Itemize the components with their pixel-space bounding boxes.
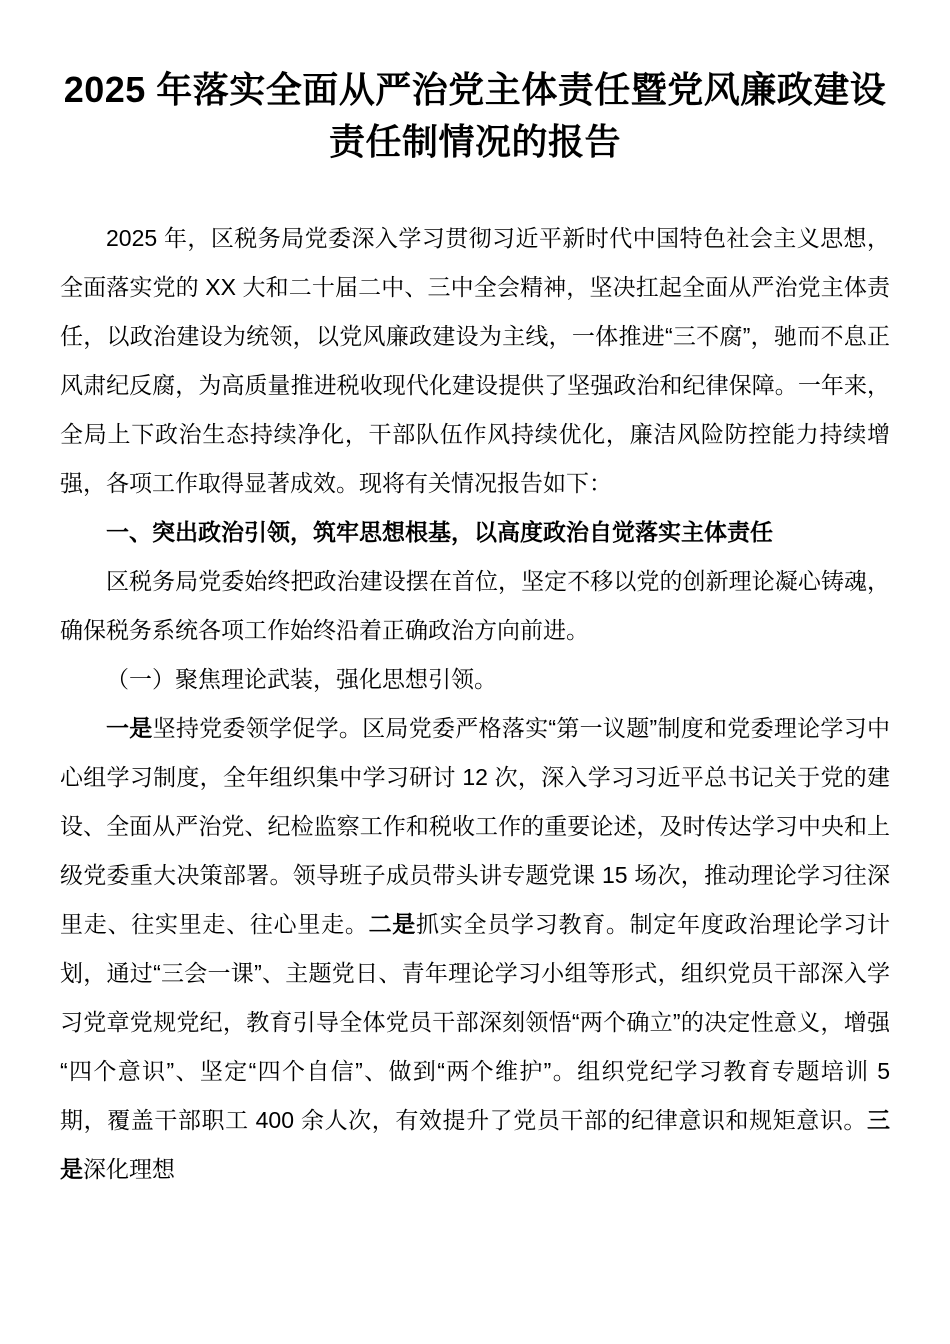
measure-3-marker: 三是 <box>60 1107 890 1182</box>
subsection-1-1-heading: （一）聚焦理论武装，强化思想引领。 <box>106 666 497 692</box>
measure-2-text: 抓实全员学习教育。制定年度政治理论学习计划，通过“三会一课”、主题党日、青年理论学习小组等形式，组织党员干部深入学习党章党规党纪，教育引导全体党员干部深刻领悟“两个确立”的决定性意义，增强“四个意识”、坚定“四个自信”、做到“两个维护”。组织党纪学习教育专题培训 5 期，覆盖干部职工 400 余人次，有效提升了党员干部的纪律意识和规矩意识。 <box>60 911 891 1133</box>
measure-2-marker: 二是 <box>368 911 417 937</box>
measure-1-marker: 一是 <box>106 715 153 741</box>
measure-3-text: 深化理想 <box>83 1156 175 1182</box>
measure-1-text: 坚持党委领学促学。区局党委严格落实“第一议题”制度和党委理论学习中心组学习制度，全年组织集中学习研讨 12 次，深入学习习近平总书记关于党的建设、全面从严治党、纪检监察工作和税收工作的重要论述，及时传达学习中央和上级党委重大决策部署。领导班子成员带头讲专题党课 15 场次，推动理论学习往深里走、往实里走、往心里走。 <box>60 715 890 937</box>
paragraph-intro: 2025 年，区税务局党委深入学习贯彻习近平新时代中国特色社会主义思想，全面落实党的 XX 大和二十届二中、三中全会精神，坚决扛起全面从严治党主体责任，以政治建设为统领，以党风廉政建设为主线，一体推进“三不腐”，驰而不息正风肃纪反腐，为高质量推进税收现代化建设提供了坚强政治和纪律保障。一年来，全局上下政治生态持续净化，干部队伍作风持续优化，廉洁风险防控能力持续增强，各项工作取得显著成效。现将有关情况报告如下： <box>60 225 890 496</box>
paragraph-measures <box>60 704 890 1194</box>
section-1-lead-paragraph: 区税务局党委始终把政治建设摆在首位，坚定不移以党的创新理论凝心铸魂，确保税务系统各项工作始终沿着正确政治方向前进。 <box>60 568 890 643</box>
section-1-heading: 一、突出政治引领，筑牢思想根基，以高度政治自觉落实主体责任 <box>106 519 773 545</box>
document-title: 2025 年落实全面从严治党主体责任暨党风廉政建设责任制情况的报告 <box>63 69 887 162</box>
